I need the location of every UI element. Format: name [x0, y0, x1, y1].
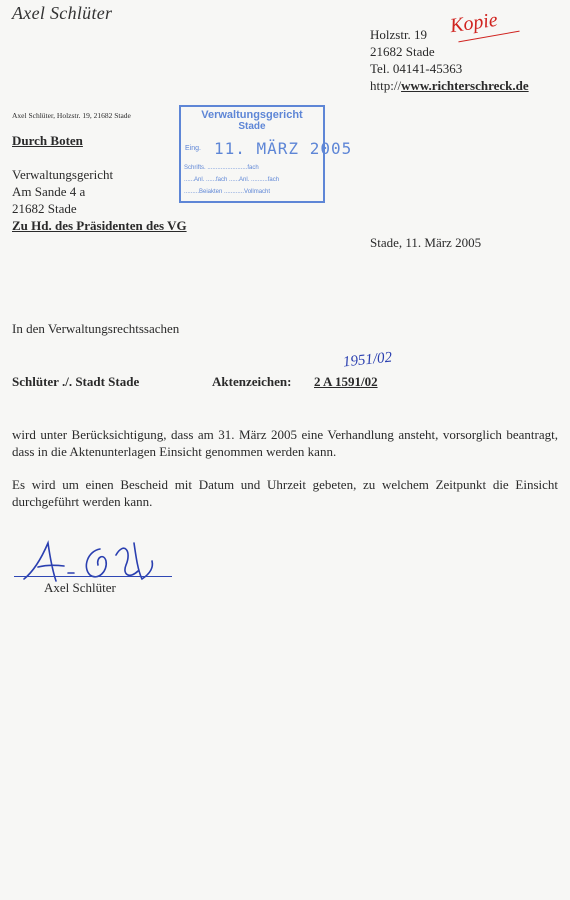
- subject-line: In den Verwaltungsrechtssachen: [12, 321, 180, 336]
- website-line: [370, 77, 529, 94]
- website-link[interactable]: www.richterschreck.de: [401, 78, 529, 93]
- recipient-street: Am Sande 4 a: [12, 184, 86, 199]
- stamp-eing-label: Eing.: [185, 145, 201, 152]
- signature-name: Axel Schlüter: [44, 580, 116, 595]
- stamp-row-anl: ......Anl. ......fach ......Anl. ..........fach: [184, 177, 280, 183]
- body-paragraph-2: Es wird um einen Bescheid mit Datum und Uhrzeit gebeten, zu welchem Zeitpunkt die Einsicht durchgeführt werden kann.: [12, 477, 558, 509]
- court-receipt-stamp: [179, 105, 353, 203]
- delivery-method: Durch Boten: [12, 133, 83, 148]
- sender-address-block: [370, 26, 529, 94]
- recipient-attention: Zu Hd. des Präsidenten des VG: [12, 218, 187, 233]
- letterhead-logo: Axel Schlüter: [12, 3, 113, 23]
- file-number-label: Aktenzeichen:: [212, 374, 292, 389]
- stamp-date: 11. MÄRZ 2005: [214, 139, 353, 158]
- file-number-value: 2 A 1591/02: [314, 374, 378, 389]
- stamp-row-schrifts: Schrifts. ........................fach: [184, 165, 259, 171]
- url-prefix: http://: [370, 78, 402, 93]
- signature-line: [14, 576, 172, 577]
- address-phone: Tel. 04141-45363: [370, 61, 463, 76]
- letter-date: Stade, 11. März 2005: [370, 235, 482, 250]
- handwritten-file-number: 1951/02: [342, 349, 393, 371]
- recipient-block: [12, 166, 187, 234]
- recipient-name: Verwaltungsgericht: [12, 167, 114, 182]
- stamp-row-beiakten: .........Beiakten ............Vollmacht: [184, 189, 271, 195]
- kopie-annotation: Kopie: [448, 8, 500, 38]
- sender-return-line: Axel Schlüter, Holzstr. 19, 21682 Stade: [12, 111, 131, 120]
- stamp-subtitle: Stade: [238, 121, 266, 132]
- stamp-title: Verwaltungsgericht: [201, 109, 303, 121]
- case-parties: Schlüter ./. Stadt Stade: [12, 374, 140, 389]
- address-city: 21682 Stade: [370, 44, 435, 59]
- body-paragraph-1: wird unter Berücksichtigung, dass am 31. März 2005 eine Verhandlung ansteht, vorsorglich beantragt, dass in die Aktenunterlagen Einsicht genommen werden kann.: [12, 427, 558, 459]
- address-street: Holzstr. 19: [370, 27, 428, 42]
- recipient-city: 21682 Stade: [12, 201, 77, 216]
